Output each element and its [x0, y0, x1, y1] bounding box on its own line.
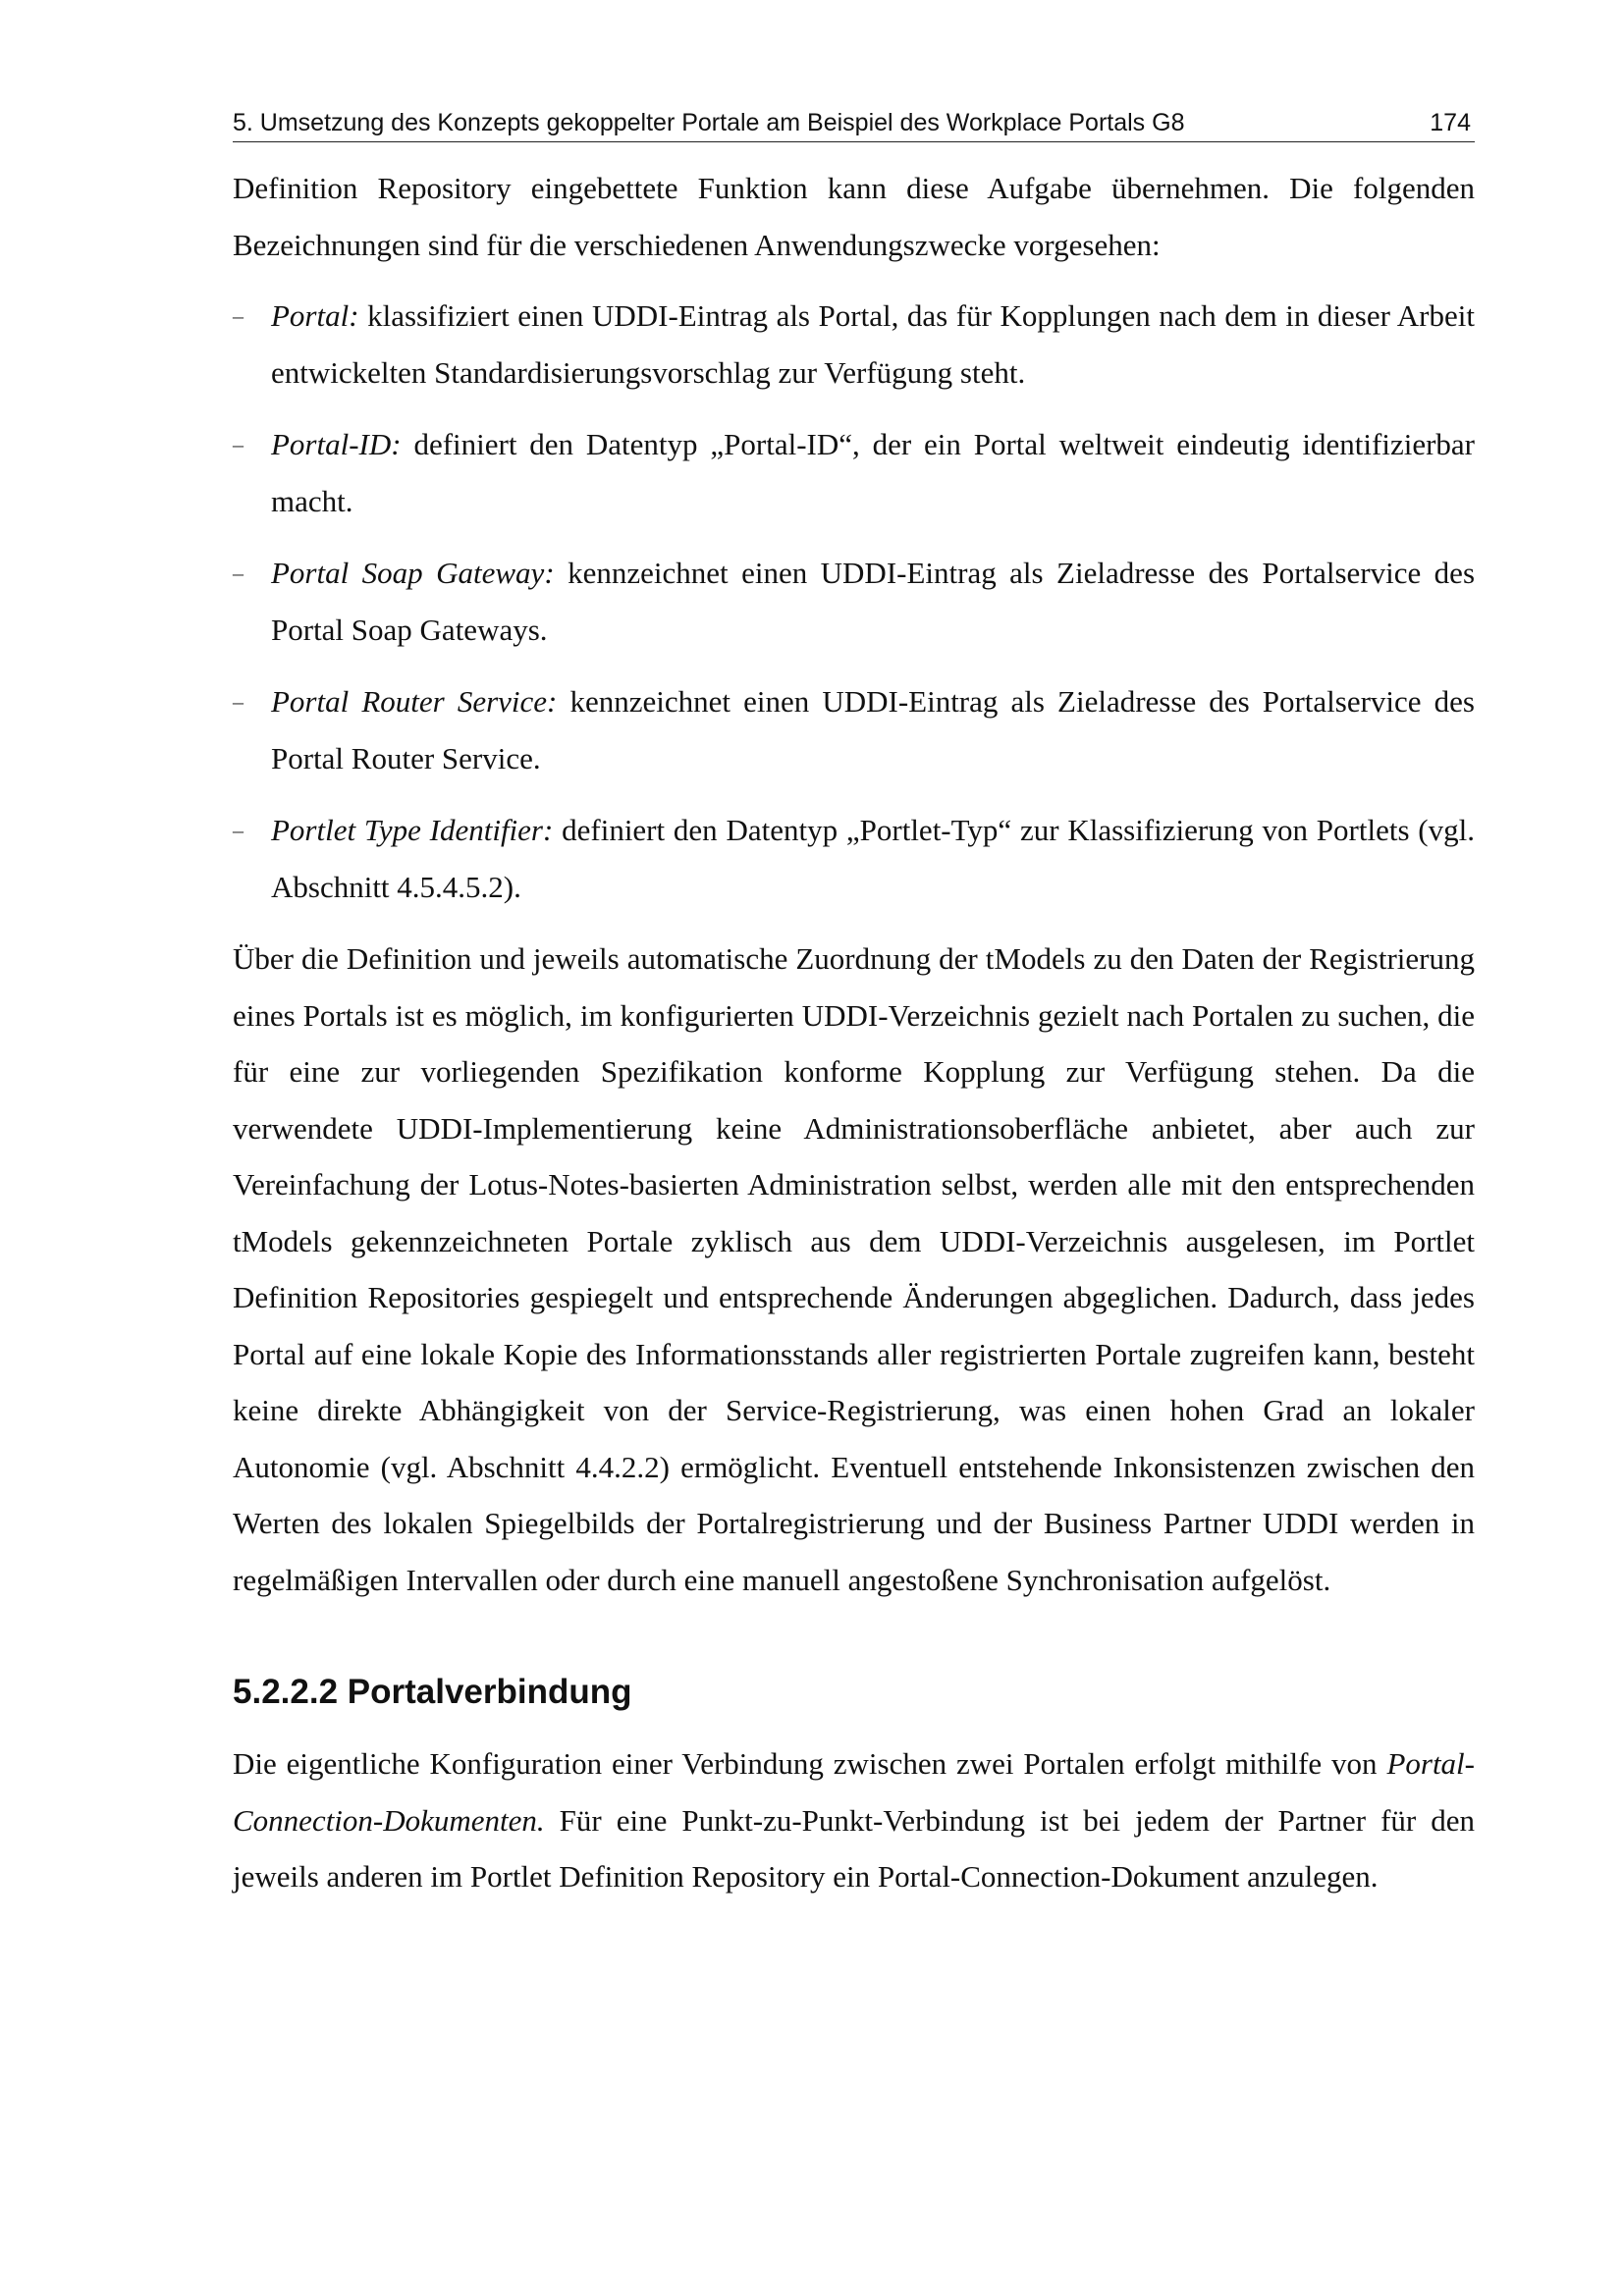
section-paragraph [233, 1735, 1475, 1905]
section-paragraph-start: Die eigentliche Konfiguration einer Verbindung zwischen zwei Portalen erfolgt mithilfe von [233, 1746, 1387, 1781]
chapter-title: 5. Umsetzung des Konzepts gekoppelter Portale am Beispiel des Workplace Portals G8 [233, 109, 1185, 136]
list-item [233, 416, 1475, 529]
list-item [233, 673, 1475, 786]
definition-list [233, 288, 1475, 915]
definition-term: Portal-ID: [271, 427, 402, 461]
document-body [233, 160, 1475, 1905]
bullet-dash: – [233, 303, 243, 328]
bullet-dash: – [233, 689, 243, 714]
definition-text: kennzeichnet einen UDDI-Eintrag als Zieladresse des Portalservice des Portal Router Service. [271, 684, 1475, 775]
running-header [233, 108, 1475, 142]
list-item [233, 288, 1475, 400]
definition-term: Portal Router Service: [271, 684, 558, 719]
definition-text: kennzeichnet einen UDDI-Eintrag als Zieladresse des Portalservice des Portal Soap Gateways. [271, 556, 1476, 647]
definition-text: klassifiziert einen UDDI-Eintrag als Portal, das für Kopplungen nach dem in dieser Arbeit entwickelten Standardisierungsvorschlag zur Verfügung steht. [271, 298, 1475, 390]
list-item [233, 545, 1475, 658]
section-paragraph-end: Für eine Punkt-zu-Punkt-Verbindung ist bei jedem der Partner für den jeweils anderen im Portlet Definition Repository ein Portal-Connection-Dokument anzulegen. [233, 1802, 1475, 1894]
definition-text: definiert den Datentyp „Portlet-Typ“ zur Klassifizierung von Portlets (vgl. Abschnitt 4.5.4.5.2). [271, 813, 1475, 904]
bullet-dash: – [233, 432, 243, 456]
main-paragraph: Über die Definition und jeweils automatische Zuordnung der tModels zu den Daten der Registrierung eines Portals ist es möglich, im konfigurierten UDDI-Verzeichnis gezielt nach Portalen zu suchen, die für eine zur vorliegenden Spezifikation konforme Kopplung zur Verfügung stehen. Da die verwendete UDDI-Implementierung keine Administrationsoberfläche anbietet, aber auch zur Vereinfachung der Lotus-Notes-basierten Administration selbst, werden alle mit den entsprechenden tModels gekennzeichneten Portale zyklisch aus dem UDDI-Verzeichnis ausgelesen, im Portlet Definition Repositories gespiegelt und entsprechende Änderungen abgeglichen. Dadurch, dass jedes Portal auf eine lokale Kopie des Informationsstands aller registrierten Portale zugreifen kann, besteht keine direkte Abhängigkeit von der Service-Registrierung, was einen hohen Grad an lokaler Autonomie (vgl. Abschnitt 4.4.2.2) ermöglicht. Eventuell entstehende Inkonsistenzen zwischen den Werten des lokalen Spiegelbilds der Portalregistrierung und der Business Partner UDDI werden in regelmäßigen Intervallen oder durch eine manuell angestoßene Synchronisation aufgelöst. [233, 941, 1475, 1597]
bullet-dash: – [233, 818, 243, 842]
definition-term: Portal: [271, 298, 359, 333]
bullet-dash: – [233, 561, 243, 585]
definition-term: Portlet Type Identifier: [271, 813, 554, 847]
section-paragraph-italic: Portal-Connection-Dokumenten. [233, 1746, 1475, 1838]
page-number: 174 [1430, 109, 1471, 136]
definition-term: Portal Soap Gateway: [271, 556, 555, 590]
intro-paragraph: Definition Repository eingebettete Funktion kann diese Aufgabe übernehmen. Die folgenden Bezeichnungen sind für die verschiedenen Anwendungszwecke vorgesehen: [233, 171, 1475, 262]
list-item [233, 802, 1475, 915]
definition-text: definiert den Datentyp „Portal-ID“, der ein Portal weltweit eindeutig identifizierbar macht. [271, 427, 1475, 518]
document-page [233, 108, 1475, 1905]
section-heading: 5.2.2.2 Portalverbindung [233, 1673, 632, 1711]
